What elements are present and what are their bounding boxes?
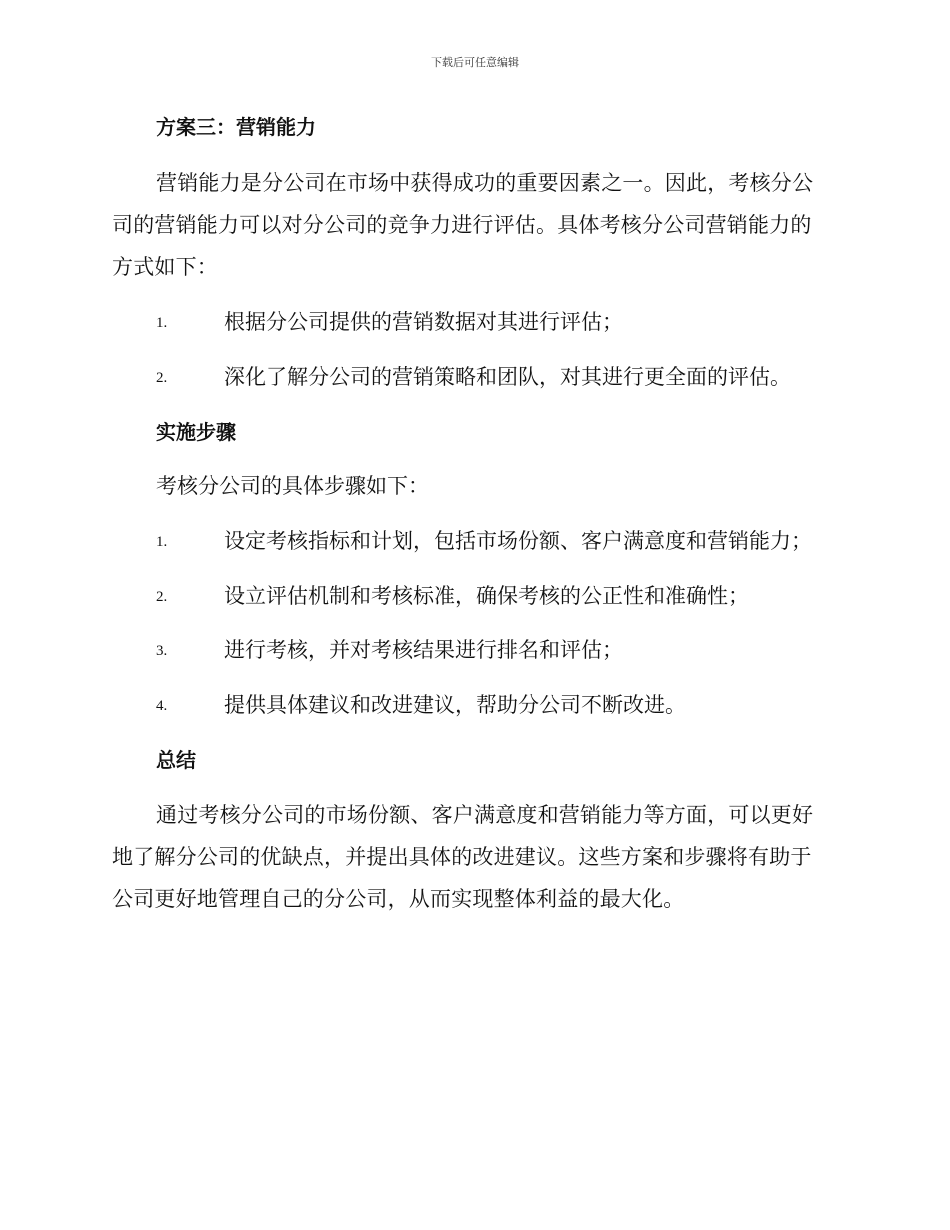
list-item-number: 4. <box>156 698 168 714</box>
page-header: 下载后可任意编辑 <box>431 56 519 69</box>
list-item-text: 深化了解分公司的营销策略和团队，对其进行更全面的评估。 <box>224 365 791 389</box>
list-item-text: 进行考核，并对考核结果进行排名和评估； <box>224 638 623 662</box>
list-item <box>156 526 856 556</box>
list-item-text: 设定考核指标和计划，包括市场份额、客户满意度和营销能力； <box>224 529 812 553</box>
list-item <box>156 581 856 611</box>
list-item-text: 提供具体建议和改进建议，帮助分公司不断改进。 <box>224 693 686 717</box>
list-item-text: 根据分公司提供的营销数据对其进行评估； <box>224 310 623 334</box>
list-item-number: 1. <box>156 534 168 550</box>
list-item <box>156 307 856 337</box>
section-heading-steps: 实施步骤 <box>156 420 236 444</box>
list-item <box>156 635 856 665</box>
list-item-number: 1. <box>156 315 168 331</box>
section-heading-summary: 总结 <box>156 748 196 772</box>
list-item <box>156 690 856 720</box>
list-item-number: 2. <box>156 589 168 605</box>
steps-intro: 考核分公司的具体步骤如下： <box>156 474 429 498</box>
list-item-text: 设立评估机制和考核标准，确保考核的公正性和准确性； <box>224 584 749 608</box>
list-item-number: 2. <box>156 370 168 386</box>
list-item <box>156 362 856 392</box>
list-item-number: 3. <box>156 643 168 659</box>
section-heading-marketing: 方案三：营销能力 <box>156 115 316 139</box>
summary-paragraph: 通过考核分公司的市场份额、客户满意度和营销能力等方面，可以更好地了解分公司的优缺点，并提出具体的改进建议。这些方案和步骤将有助于公司更好地管理自己的分公司，从而实现整体利益的最大化。 <box>112 803 814 911</box>
marketing-paragraph: 营销能力是分公司在市场中获得成功的重要因素之一。因此，考核分公司的营销能力可以对分公司的竞争力进行评估。具体考核分公司营销能力的方式如下： <box>112 171 814 279</box>
